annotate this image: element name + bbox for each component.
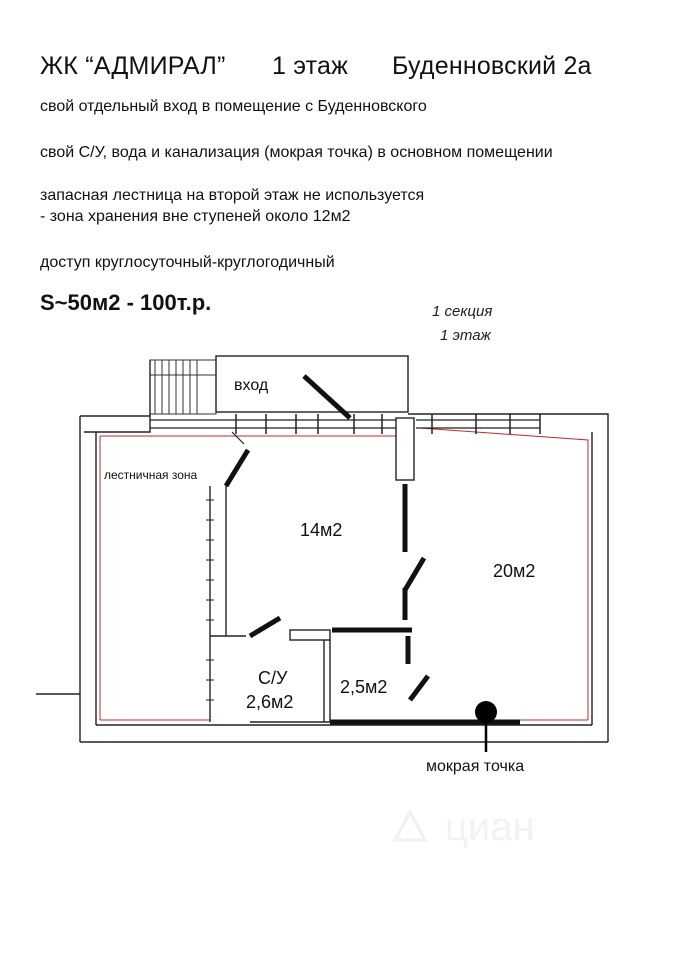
stair-zone-partition [210,486,246,722]
wet-point-label: мокрая точка [426,758,525,775]
exterior-stair [150,360,216,414]
stair-door [226,450,248,486]
top-wall [150,420,540,428]
wet-point-marker [475,701,497,723]
room-20-label: 20м2 [493,561,536,581]
svg-text:циан: циан [445,805,535,849]
note-access: доступ круглосуточный-круглогодичный [40,254,335,271]
wc-name-label: С/У [258,668,288,688]
section-label-line1: 1 секция [432,303,493,320]
stair-door-frame [232,432,244,444]
entrance-label: вход [234,377,269,394]
note-entrance: свой отдельный вход в помещение с Буденновского [40,98,427,115]
room-14-label: 14м2 [300,520,343,540]
section-label-line2: 1 этаж [440,327,491,344]
stair-zone-label: лестничная зона [104,468,198,482]
window-marks [236,414,540,434]
note-stairs: запасная лестница на второй этаж не используется [40,187,425,204]
area-price: S~50м2 - 100т.р. [40,290,212,315]
column [396,418,414,480]
outer-walls [36,360,608,742]
note-wc: свой С/У, вода и канализация (мокрая точка) в основном помещении [40,144,553,161]
address-label: Буденновский 2а [392,52,592,80]
floor-label: 1 этаж [272,52,349,80]
room-2-5-label: 2,5м2 [340,677,388,697]
complex-name: ЖК “АДМИРАЛ” [40,52,226,80]
wc-area-label: 2,6м2 [246,692,294,712]
note-storage: - зона хранения вне ступеней около 12м2 [40,208,351,225]
watermark-logo [395,805,535,849]
